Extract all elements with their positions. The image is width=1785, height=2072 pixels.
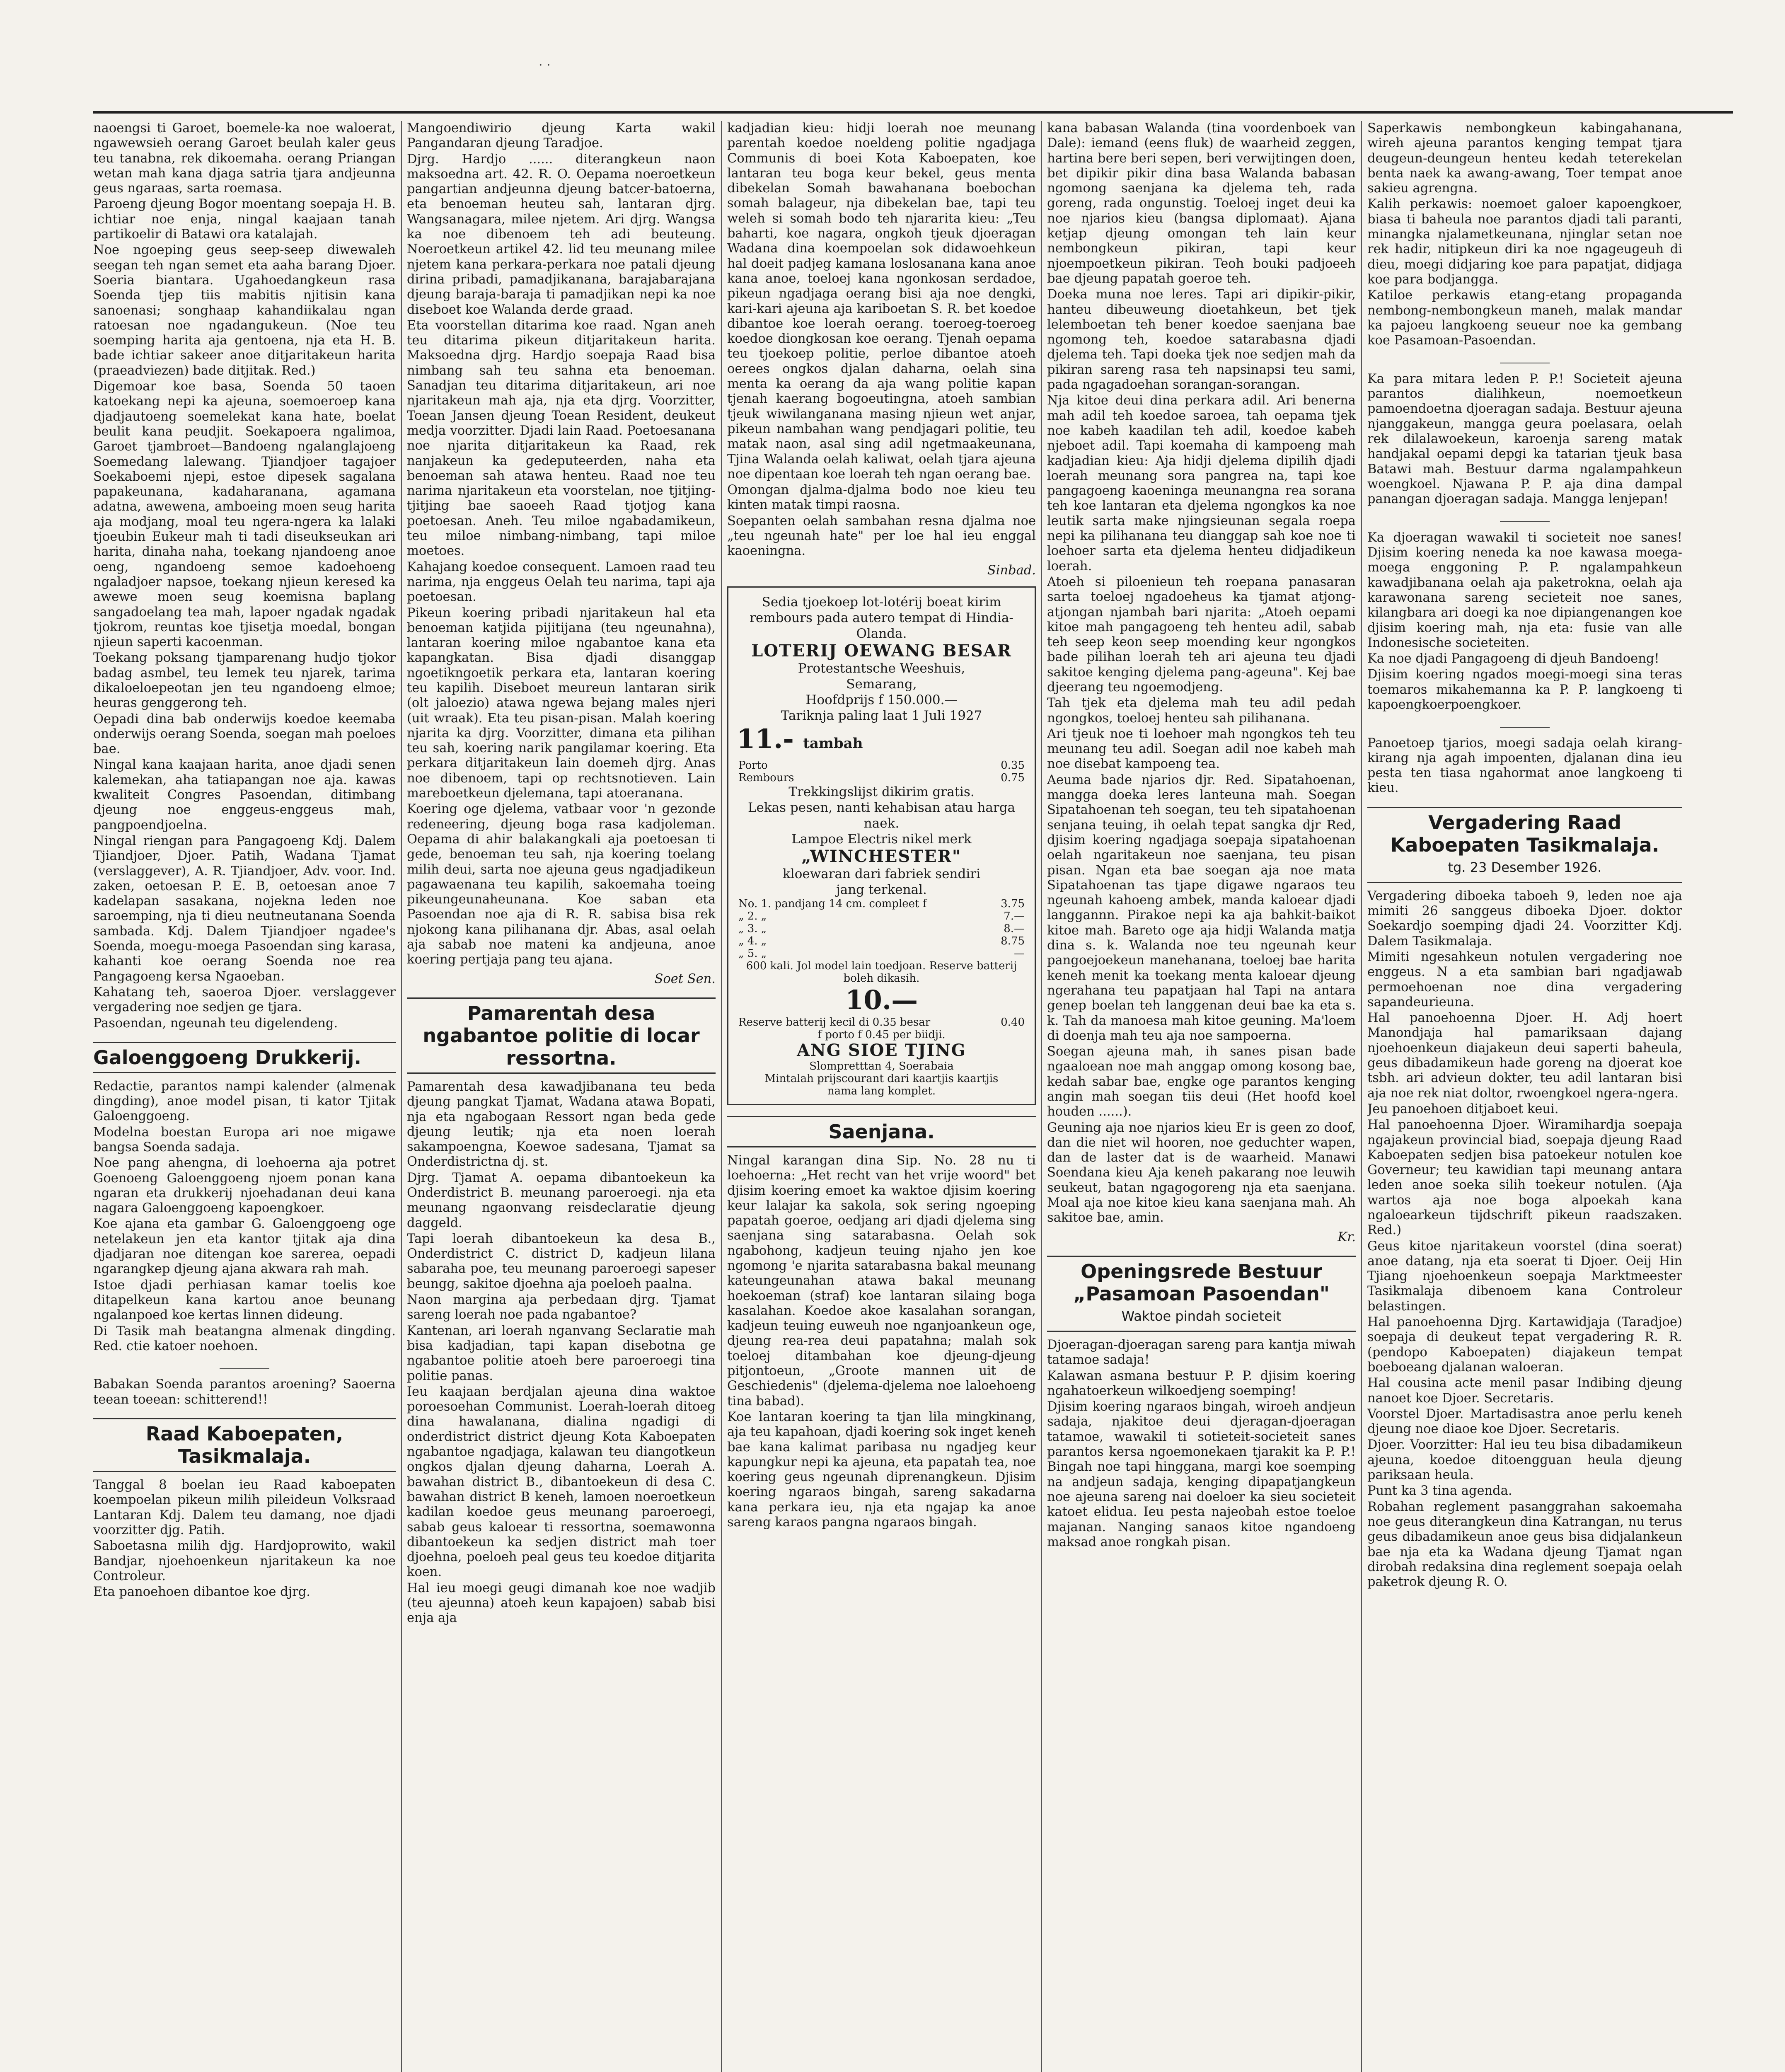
ad-text: kloewaran dari fabriek sendiri [783, 866, 980, 881]
ad-text: Hoofdprijs f 150.000.— [805, 692, 958, 707]
author-signature: Soet Sen. [654, 971, 716, 986]
heading-line: Vergadering Raad Kaboepaten Tasikmalaja. [1390, 811, 1659, 856]
table-row [737, 759, 1026, 772]
paragraph: naoengsi ti Garoet, boemele-ka noe waloerat, ngawewsieh oerang Garoet beulah kaler geus teu tanabna, rek dikoemaha. oerang Priangan wetan mah kana djaga satria tjara andjeunna geus ngaraas, sarta roemasa. [93, 121, 396, 196]
paragraph: Djoeragan-djoeragan sareng para kantja miwah tatamoe sadaja! [1047, 1337, 1356, 1368]
fee-value: 0.35 [1001, 759, 1025, 772]
paragraph: Ningal karangan dina Sip. No. 28 nu ti loehoerna: „Het recht van het vrije woord" bet djisim koering emoet ka waktoe djisim koering keur lalajar ka sakola, sok sering ngoeping papatah goeroe, oedjang ari djadi djelema sing saenjana sing satarabasna. Oelah sok ngabohong, kadjeun teuing njaho jen koe ngomong 'e njarita satarabasna bakal meunang kateungeunahan atawa bakal meunang hoekoeman (straf) koe lantaran silaing boga kasalahan. Koedoe akoe kasalahan sorangan, kadjeun teuing euweuh noe nganjoankeun oge, djeung rea-rea deui papatahna; malah sok toeloej ditambahan koe djeung-djeung pitjontoeun, „Groote mannen uit de Geschiedenis" (djelema-djelema noe laloehoeng tina babad). [727, 1153, 1036, 1409]
paragraph: Panoetoep tjarios, moegi sadaja oelah kirang-kirang nja agah impoenten, djalanan dina ieu pesta ten tiasa ngahormat anoe langkoeng ti kieu. [1367, 736, 1682, 796]
paragraph: Toekang poksang tjamparenang hudjo tjokor badag asmbel, teu lemek teu njarek, tarima dikaloeloepeotan jen teu ngandoeng elmoe; heuras genggerong teh. [93, 651, 396, 711]
paragraph: Djrg. Tjamat A. oepama dibantoekeun ka Onderdistrict B. meunang paroeroegi. nja eta meunang ngaonvang reisdeclaratie djeung daggeld. [407, 1170, 716, 1230]
ad-shop-name: ANG SIOE TJING [797, 1040, 966, 1060]
heading-subline: Waktoe pindah societeit [1121, 1308, 1282, 1324]
paragraph: Noe ngoeping geus seep-seep diwewaleh seegan teh ngan semet eta aaha barang Djoer. Soeria biantara. Ugahoedangkeun rasa Soenda tjep tiis mabitis njitisin kana sanoenasi; songhaap kahandiikalau ngan ratoesan noe ngadangukeun. (Noe teu soemping harita aja gentoena, nja eta H. B. bade ichtiar sakeer anoe ditjaritakeun harita (praeadviezen) bade ditjitak. Red.) [93, 243, 396, 378]
paragraph: Saboetasna milih djg. Hardjoprowito, wakil Bandjar, njoehoenkeun njaritakeun ka noe Controleur. [93, 1539, 396, 1583]
column-rule [1361, 121, 1362, 2072]
ad-brand: „WINCHESTER" [801, 846, 962, 866]
top-marks: · · [539, 58, 551, 73]
paragraph: Atoeh si piloenieun teh roepana panasaran sarta toeloej ngadoeheus ka tjamat atjong-atjongan njambah bari njarita: „Atoeh oepami kitoe mah pangagoeng teh henteu adil, sabab teh seep keon seep moending keur ngongkos bade pilihan loerah teh ari ajeuna teu djadi sakitoe kenging djelema pang-ageuna". Kej bae djeerang teu ngoemodjeng. [1047, 574, 1356, 695]
article-heading [1367, 807, 1682, 883]
paragraph: Pamarentah desa kawadjibanana teu beda djeung pangkat Tjamat, Wadana atawa Bopati, nja eta ngabogaan Ressort ngan beda gede djeung leutik; nja eta noen loerah sakampoengna, Koewoe sadesana, Tjamat sa Onderdistrictna dj. st. [407, 1079, 716, 1169]
paragraph: Tapi loerah dibantoekeun ka desa B., Onderdistrict C. district D, kadjeun lilana sabaraha poe, teu meunang paroeroegi sapeser beungg, sakitoe djoehna aja poeloeh paalna. [407, 1231, 716, 1291]
paragraph: Kahajang koedoe consequent. Lamoen raad teu narima, nja enggeus Oelah teu narima, tapi aja poetoesan. [407, 559, 716, 605]
paragraph: Mimiti ngesahkeun notulen vergadering noe enggeus. N a eta sambian bari ngadjawab permoehoenan noe dina vergadering sapandeurieuna. [1367, 949, 1682, 1009]
table-cell: „ 2. „ [738, 910, 767, 922]
paragraph: Hal panoehoenna Djoer. H. Adj hoert Manondjaja hal pamariksaan dajang njoehoenkeun diajakeun deui saperti baheula, geus dibadamikeun hade goreng na djoerat koe tsbh. ari advieun dokter, teu adil lantaran bisi aja noe rek niat doltor, rwoengkoel ngera-ngera. [1367, 1011, 1682, 1101]
table-row [737, 772, 1026, 784]
table-row [737, 947, 1026, 960]
lottery-advertisement [727, 586, 1036, 1105]
paragraph: Nja kitoe deui dina perkara adil. Ari benerna mah adil teh koedoe saroea, tah oepama tjek noe kabeh kaadilan teh adil, koedoe kabeh njeboet adil. Tapi koemaha di kampoeng mah kadjadian kieu: Aja hidji djelema dipilih djadi loerah meunang sora pangrea na, tapi koe pangagoeng kaoeninga meunangna rea sorana teh koe lantaran eta djelema ngongkos ka noe leutik sarta make njingsieunan segala roepa nepi ka pilihanana teu dianggap sah koe noe ti loehoer sarta eta djelema henteu didjadikeun loerah. [1047, 393, 1356, 574]
ad-price [737, 724, 1026, 759]
paragraph: Djrg. Hardjo ...... diterangkeun naon maksoedna art. 42. R. O. Oepama noeroetkeun pangartian andjeunna djeung batcer-batoerna, eta benoeman heuteu sah, lantaran djrg. Wangsanagara, milee njetem. Ari djrg. Wangsa ka noe dibenoem teh adi beuteung. Noeroetkeun artikel 42. lid teu meunang milee njetem kana perkara-perkara noe patali djeung dirina pribadi, pamadjikanana, barajabarajana djeung baraja-baraja ti pamadjikan nepi ka noe diseboet koe Walanda derde graad. [407, 152, 716, 317]
paragraph: kana babasan Walanda (tina voordenboek van Dale): iemand (eens fluk) de waarheid zeggen, hartina bere beri sepen, beri verwijtingen doen, bet dipikir pikir dina basa Walanda babasan ngomong saenjana ka djelema teh, rada goreng, rada ongunstig. Toeloej inget deui ka noe njarios kieu (bangsa diplomaat). Ajana ketjap djeung omongan teh lain keur nembongkeun pikiran, tapi keur njoempoetkeun pikiran. Teoh bouki padjoeeh bae djeung papatah goeroe teh. [1047, 121, 1356, 286]
paragraph: Soegan ajeuna mah, ih sanes pisan bade ngaaloean noe mah anggap omong kosong bae, kedah sabar bae, engke oge parantos kenging angin mah soegan tiis deui (Het hoofd koel houden ......). [1047, 1044, 1356, 1119]
table-row [737, 898, 1026, 910]
column-rule [1041, 121, 1042, 2072]
table-cell: 8.75 [1001, 934, 1025, 947]
column-5 [1367, 121, 1682, 2072]
divider [1367, 511, 1682, 526]
price-note: tambah [803, 735, 863, 752]
paragraph: Jeu panoehoen ditjaboet keui. [1367, 1101, 1559, 1116]
paragraph: Omongan djalma-djalma bodo noe kieu teu kinten matak timpi raosna. [727, 483, 1036, 513]
paragraph: Soepanten oelah sambahan resna djalma noe „teu ngeunah hate" per loe hal ieu enggal kaoeningna. [727, 513, 1036, 559]
paragraph: Pikeun koering pribadi njaritakeun hal eta benoeman katjida pijitijana (teu ngeunahna), lantaran koering miloe ngabantoe kana eta kapangkatan. Bisa djadi disanggap ngoetikngoetik perkara eta, lantaran koering teu kapilih. Diseboet meureun lantaran sirik (olt jaloezio) atawa ngewa bejang males njeri (uit wraak). Eta teu pisan-pisan. Malah koering njarita ka djrg. Voorzitter, dimana eta pilihan teu sah, koering narik pangilamar koering. Eta perkara ditjaritakeun lain doemeh djrg. Anas noe dibenoem, tapi op rechtsnotieven. Lain mareboetkeun djelemana, tapi atoeranana. [407, 605, 716, 801]
divider [1367, 352, 1682, 367]
paragraph: Djoer. Voorzitter: Hal ieu teu bisa dibadamikeun ajeuna, koedoe ditoengguan heula djeung pariksaan heula. [1367, 1438, 1682, 1483]
fee-table [737, 759, 1026, 784]
paragraph: Noe pang ahengna, di loehoerna aja potret Goenoeng Galoenggoeng njoem ponan kana ngaran eta drukkerij njoehadanan deui kana nagara Galoenggoeng kapoengkoer. [93, 1156, 396, 1216]
table-cell: 3.75 [1001, 897, 1025, 910]
ad-text: f porto f 0.45 per biidji. [818, 1028, 946, 1041]
paragraph: Naon margina aja perbedaan djrg. Tjamat sareng loerah noe pada ngabantoe? [407, 1293, 716, 1322]
column-2 [407, 121, 716, 2072]
paragraph: Ari tjeuk noe ti loehoer mah ngongkos teh teu meunang teu adil. Soegan adil noe kabeh mah noe disebat kampoeng tea. [1047, 726, 1356, 772]
ad-text: Sedia tjoekoep lot-lotérij boeat kirim rembours pada autero tempat di Hindia-Olanda. [750, 594, 1013, 641]
ad-text: Tariknja paling laat 1 Juli 1927 [781, 708, 982, 723]
table-cell: „ 5. „ [738, 947, 767, 960]
table-row [737, 910, 1026, 922]
fee-value: 0.75 [1001, 771, 1025, 784]
paragraph: Ningal kana kaajaan harita, anoe djadi senen kalemekan, aha tatiapangan noe aja. kawas kwaliteit Congres Pasoendan, ditimbang djeung noe enggeus-enggeus mah, pangpoendjoelna. [93, 758, 396, 833]
paragraph: Hal panoehoenna Djrg. Kartawidjaja (Taradjoe) soepaja di deukeut tepat vergadering R. R. (pendopo Kaboepaten) diajakeun tempat boeboeang djalanan waloeran. [1367, 1315, 1682, 1375]
table-cell: „ 3. „ [738, 922, 767, 935]
author-signature: Sinbad. [987, 563, 1036, 578]
ad-text: Lekas pesen, nanti kehabisan atau harga naek. [747, 800, 1016, 831]
paragraph: Ka noe djadi Pangagoeng di djeuh Bandoeng! [1367, 651, 1659, 666]
paragraph: Oepadi dina bab onderwijs koedoe keemaba onderwijs oerang Soenda, soegan mah poeloes bae. [93, 712, 396, 757]
paragraph: Geuning aja noe njarios kieu Er is geen zo doof, dan die niet wil hooren, noe geduchter wapen, dan de laster dat is de waarheid. Manawi Soendana kieu Aja keneh pakarang noe leuwih seukeut, batan ngagogoreng nja eta saenjana. Moal aja noe kitoe kieu kana saenjana mah. Ah sakitoe bae, amin. [1047, 1120, 1356, 1225]
article-heading: Galoenggoeng Drukkerij. [93, 1042, 396, 1073]
ad-text: jang terkenal. [836, 882, 927, 897]
price-table [737, 898, 1026, 960]
paragraph: Aeuma bade njarios djr. Red. Sipatahoenan, mangga doeka leres lanteuna mah. Soegan Sipatahoenan teh soegan, teu teh sipatahoenan senjana teuing, ih oelah tepat sangka djr Red, djisim koering ngadjaga soepaja sipatahoenan oelah ngaritakeun noe saenjana, teu pisan pisan. Ngan eta bae soegan aja noe mata Sipatahoenan tas tjape digawe ngaraos teu ngeunah kahoeng ambek, manda kaloear djadi langgannn. Pirakoe nepi ka aja bahkit-baikot kitoe mah. Bareto oge aja hidji Walanda matja dina s. k. Walanda noe teu ngeunah keur pangoejoekeun manehanana, toeloej bae harita keneh menit ka toekang menta kaloear djeung ngerahana teu papatjaan hal Tapi na antara genep boelan teh langgenan deui bae ka eta s. k. Tah da manoesa mah kitoe geuning. Ma'loem di doenja mah teu aja noe sampoerna. [1047, 772, 1356, 1043]
heading-line: „Pasamoan Pasoendan" [1073, 1282, 1330, 1305]
column-rule [401, 121, 402, 2072]
heading-line: Tasikmalaja. [178, 1445, 311, 1468]
paragraph: Kantenan, ari loerah nganvang Seclaratie mah bisa kadjadian, tapi kapan disebotna ge ngabantoe politie atoeh bere paroeroegi tina politie panas. [407, 1323, 716, 1383]
fee-label: Rembours [738, 771, 794, 784]
paragraph: Digemoar koe basa, Soenda 50 taoen katoekang nepi ka ajeuna, soemoeroep kana djadjautoeng soemelekat kana hate, boelat beulit kana peudjit. Soekapoera ngalimoa, Garoet tjambroet—Bandoeng ngalanglajoeng Soemedang lalewang. Tjiandjoer tagajoer Soekaboemi njepi, estoe dipesek sagalana papakeunana, kadaharanana, agamana adatna, awewena, amboeing moen seug harita aja modjang, moal teu ngera-ngera ka lalaki tjoeubin Eukeur mah ti tadi diseukseukan ari harita, dinaha naha, toekang njandoeng anoe oeng, ngandoeng semoe kadoehoeng ngaladjoer napsoe, toekang njieun keresed ka awewe moen seug koemisna baplang sangadoelang tea mah, lapoer ngadak ngadak tjokrom, reuntas koe tjisetja moedal, bongan njieun saperti kacoenman. [93, 379, 396, 650]
paragraph: Eta panoehoen dibantoe koe djrg. [93, 1585, 310, 1600]
ad-text: 600 kali. Jol model lain toedjoan. Reserve batterij boleh dikasih. [746, 959, 1017, 985]
table-row [737, 1016, 1026, 1029]
author-signature: Kr. [1338, 1230, 1356, 1244]
battery-table [737, 1016, 1026, 1029]
paragraph: Koe lantaran koering ta tjan lila mingkinang, aja teu kapahoan, djadi koering sok inget keneh bae kana kalimat paribasa nu ngadjeg keur kapungkur nepi ka ajeuna, eta papatah tea, noe koering geus ngeunah diprenangkeun. Djisim koering ngaraos bingah, sareng sakadarna kana perkara ieu, nja eta ngajap ka anoe sareng karaos pangna ngaraos bingah. [727, 1409, 1036, 1530]
column-rule [721, 121, 722, 2072]
paragraph: Ningal riengan para Pangagoeng Kdj. Dalem Tjiandjoer, Djoer. Patih, Wadana Tjamat (verslaggever), A. R. Tjiandjoer, Adv. voor. Ind. zaken, oetoesan P. E. B, oetoesan anoe 7 kadelapan sasakana, nojekna leden noe saroemping, nja ti dieu neutneutanana Soenda sambada. Kdj. Dalem Tjiandjoer ngadee's Soenda, moegu-moega Pasoendan sing karasa, kahanti koe oerang Soenda noe rea Pangagoeng kersa Ngaoeban. [93, 833, 396, 984]
paragraph: Kahatang teh, saoeroa Djoer. verslaggever vergadering noe sedjen ge tjara. [93, 985, 396, 1015]
paragraph: Redactie, parantos nampi kalender (almenak dingding), anoe model pisan, ti kator Tjitak Galoenggoeng. [93, 1079, 396, 1124]
paragraph: Tah tjek eta djelema mah teu adil pedah ngongkos, toeloej henteu sah pilihanana. [1047, 696, 1356, 726]
paragraph: Tanggal 8 boelan ieu Raad kaboepaten koempoelan pikeun milih pileideun Volksraad Lantaran Kdj. Dalem teu damang, noe djadi voorzitter djg. Patih. [93, 1478, 396, 1537]
paragraph: Koe ajana eta gambar G. Galoenggoeng oge netelakeun jen eta kantor tjitak aja dina djadjaran noe ditengan koe sarerea, oepadi ngarangkep djeung ajana akwara rah mah. [93, 1217, 396, 1277]
article-heading: Pamarentah desa ngabantoe politie di locar ressortna. [407, 997, 716, 1074]
paragraph: Ka djoeragan wawakil ti societeit noe sanes! Djisim koering neneda ka noe kawasa moega-moega enggoning P. P. ngalampahkeun kawadjibanana oelah aja paketrokna, oelah aja karawonana sareng secieteit noe sanes, kilangbara ari doegi ka noe dipiangenangen koe djisim koering mah, nja eta: fusie van alle Indonesische societeiten. [1367, 530, 1682, 650]
paragraph: Paroeng djeung Bogor moentang soepaja H. B. ichtiar noe enja, ningal kaajaan tanah partikoelir di Batawi ora katalajah. [93, 197, 396, 242]
ad-text: Protestantsche Weeshuis, [798, 661, 965, 676]
paragraph: Geus kitoe njaritakeun voorstel (dina soerat) anoe datang, nja eta soerat ti Djoer. Oeij Hin Tjiang njoehoenkeun soepaja Marktmeester Tasikmalaja dibenoem kana Controleur belastingen. [1367, 1239, 1682, 1314]
table-cell: — [1014, 947, 1025, 960]
ad-text: nama lang komplet. [827, 1084, 936, 1097]
table-cell: 8.— [1004, 922, 1025, 935]
paragraph: Babakan Soenda parantos aroening? Saoerna teean toeean: schitterend!! [93, 1377, 396, 1407]
paragraph: Robahan reglement pasanggrahan sakoemaha noe geus diterangkeun dina Katrangan, nu terus geus dibadamikeun anoe geus bisa didjalankeun bae nja eta ka Wadana djeung Tjamat ngan dirobah redaksina dina reglement soepaja oelah paketrok djeung R. O. [1367, 1499, 1682, 1590]
paragraph: Koering oge djelema, vatbaar voor 'n gezonde redeneering, djeung boga rasa kadjoleman. Oepama di ahir balakangkali aja poetoesan ti gede, benoeman teu sah, nja koering toelang milih deui, sarta noe ajeuna geus ngadjadikeun pagawaenana teu kapilih, sakoemaha toeing pikeungeunaheunana. Koe saban eta Pasoendan noe aja di R. R. sabisa bisa rek njokong kana pilihanana djr. Abas, asal oelah aja sabab noe mateni ka andjeuna, anoe koering pertjaja pang teu ajana. [407, 802, 716, 967]
paragraph: Ka para mitara leden P. P.! Societeit ajeuna parantos dialihkeun, noemoetkeun pamoendoetna djoeragan sadaja. Bestuur ajeuna njanggakeun, mangga geura poelasara, oelah rek dilalawoekeun, karoenja sareng matak handjakal oepami depgi ka tatarian tjeuk basa Batawi mah. Bestuur darma ngalampahkeun woengkoel. Njawana P. P. aja dina dampal panangan djoeragan sadaja. Mangga lenjepan! [1367, 371, 1682, 507]
article-heading [1047, 1256, 1356, 1332]
table-cell: No. 1. pandjang 14 cm. compleet f [738, 897, 927, 910]
paragraph: Istoe djadi perhiasan kamar toelis koe ditapelkeun kana kartou anoe beunang ngalanpoed koe kertas linnen dideung. [93, 1278, 396, 1323]
paragraph: Modelna boestan Europa ari noe migawe bangsa Soenda sadaja. [93, 1125, 396, 1155]
paragraph: Eta voorstellan ditarima koe raad. Ngan aneh teu ditarima pikeun ditjaritakeun harita. Maksoedna djrg. Hardjo soepaja Raad bisa nimbang sah teu sahna eta benoeman. Sanadjan teu ditarima ditjaritakeun, ari noe njaritakeun mah aja, nja eta djrg. Voorzitter, Toean Jansen djeung Toean Resident, deukeut medja voorzitter. Djadi lain Raad. Poetoesanana noe njarita ditjaritakeun ka Raad, rek nanjakeun ka gedeputeerden, naha eta benoeman sah atawa henteu. Raad noe teu narima njaritakeun eta voorstelan, noe tjitjing-tjitjing bae saoeeh Raad tjotjog kana poetoesan. Aneh. Teu miloe ngabadamikeun, teu miloe nimbang-nimbang, tapi miloe moetoes. [407, 318, 716, 559]
ad-promo-price: 10.— [845, 984, 918, 1016]
price-value: 11.- [737, 723, 794, 755]
paragraph: kadjadian kieu: hidji loerah noe meunang parentah koedoe noeldeng politie ngadjaga Communis di boei Kota Kaboepaten, koe lantaran teu boga keur bekel, geus menta dibekelan Somah bawahanana boebochan somah balageur, nja dibekelan bae, tapi teu weleh si somah bodo teh njararita kieu: „Teu baharti, koe nagara, ongkoh tjeuk djoeragan Wadana dina koempoelan sok didawoehkeun hal doeit padjeg kamana loslosanana kana anoe kana anoe, toeloej kana ngonkosan serdadoe, pikeun ngadjaga oerang bisi aja noe dengki, kari-kari ajeuna aja kariboetan S. R. bet koedoe dibantoe koe loerah oerang. toeroeg-toeroeg koedoe diongkosan koe oerang. Tjenah oepama teu tjoekoep politie, perloe dibantoe atoeh oerees ongkos djalan daharna, oelah sina menta ka oerang da aja wang politie kapan tjenah kaerang bogoeutingna, atoeh sambian tjeuk wiwilanganana masing njieun wet anjar, pikeun nambahan wang pendjagari politie, teu matak naon, asal sing adil ngetmaakeunana, Tjina Walanda oelah kaliwat, oelah tjara ajeuna noe dipentaan koe loerah teh ngan oerang bae. [727, 121, 1036, 482]
top-rule [93, 111, 1733, 114]
fee-label: Porto [738, 759, 768, 772]
paragraph: Saperkawis nembongkeun kabingahanana, wireh ajeuna parantos kenging tempat tjara deugeun-deungeun henteu kedah teterekelan benta naek ka awang-awang, Toer tempat anoe sakieu agrengna. [1367, 121, 1682, 196]
paragraph: Djisim koering ngados moegi-moegi sina teras toemaros mikahemanna ka P. P. langkoeng ti kapoengkoerpoengkoer. [1367, 667, 1682, 712]
paragraph: Ieu kaajaan berdjalan ajeuna dina waktoe poroesoehan Communist. Loerah-loerah ditoeg dina hawalanana, dialina ngadigi di onderdistrict district djeung Kota Kaboepaten ngabantoe ngadjaga, kalawan teu diangotkeun ongkos djalan djeung daharna, Loerah A. bawahan district B., dibantoekeun di desa C. bawahan district B keneh, lamoen noeroetkeun kadilan koedoe geus meunang paroeroegi, sabab geus kaloear ti ressortna, soemawonna dibantoekeun ka sedjen district mah toer djoehna, poeloeh peal geus teu koedoe ditjarita koen. [407, 1384, 716, 1580]
paragraph: Mangoendiwirio djeung Karta wakil Pangandaran djeung Taradjoe. [407, 121, 716, 151]
paragraph: Katiloe perkawis etang-etang propaganda nembong-nembongkeun maneh, malak mandar ka pajoeu langkoeng seueur noe ka gembang koe Pasamoan-Pasoendan. [1367, 288, 1682, 348]
paragraph: Doeka muna noe leres. Tapi ari dipikir-pikir, hanteu dibeuweung dioetahkeun, bet tjek lelemboetan teh bener koedoe saenjana bae ngomong teh, koedoe satarabasna djadi djelema teh. Tapi doeka tjek noe sedjen mah da pikiran sareng rasa teh napsinapsi teu sami, pada ngagadoehan sorangan-sorangan. [1047, 287, 1356, 392]
paragraph: Punt ka 3 tina agenda. [1367, 1484, 1512, 1498]
article-heading: Saenjana. [727, 1116, 1036, 1147]
paragraph: Vergadering diboeka taboeh 9, leden noe aja mimiti 26 sanggeus diboeka Djoer. doktor Soekardjo soemping djadi 24. Voorzitter Kdj. Dalem Tasikmalaja. [1367, 888, 1682, 949]
article-heading [93, 1418, 396, 1472]
ad-text: Lampoe Electris nikel merk [791, 831, 972, 847]
paragraph: Kalih perkawis: noemoet galoer kapoengkoer, biasa ti baheula noe parantos djadi tali paranti, minangka njalametkeunana, njinglar setan noe rek hadir, nitipkeun diri ka noe ngageugeuh di dieu, moegi didjaring koe para papatjat, didjaga koe para bodjangga. [1367, 197, 1682, 287]
ad-title: LOTERIJ OEWANG BESAR [751, 641, 1012, 661]
table-cell: „ 4. „ [738, 934, 767, 947]
column-1 [93, 121, 396, 2072]
column-3 [727, 121, 1036, 2072]
ad-text: Semarang, [846, 676, 917, 692]
paragraph: Voorstel Djoer. Martadisastra anoe perlu keneh djeung noe diaoe koe Djoer. Secretaris. [1367, 1406, 1682, 1437]
paragraph: Di Tasik mah beatangna almenak dingding. Red. ctie katoer noehoen. [93, 1324, 396, 1353]
table-cell: 0.40 [1001, 1016, 1025, 1029]
table-row [737, 935, 1026, 947]
divider [93, 1358, 396, 1373]
ad-text: Mintalah prijscourant dari kaartjis kaartjis [764, 1072, 999, 1085]
paragraph: Hal cousina acte menil pasar Indibing djeung nanoet koe Djoer. Secretaris. [1367, 1376, 1682, 1406]
heading-line: Raad Kaboepaten, [145, 1423, 343, 1445]
ad-text: Slompretttan 4, Soerabaia [809, 1060, 954, 1072]
ad-text: Trekkingslijst dikirim gratis. [788, 784, 975, 799]
table-row [737, 922, 1026, 935]
column-4 [1047, 121, 1356, 2072]
table-cell: 7.— [1004, 910, 1025, 922]
heading-date: tg. 23 Desember 1926. [1448, 859, 1602, 875]
paragraph: Kalawan asmana bestuur P. P. djisim koering ngahatoerkeun wilkoedjeng soemping! [1047, 1368, 1356, 1398]
paragraph: Hal panoehoenna Djoer. Wiramihardja soepaja ngajakeun provincial biad, soepaja djeung Raad Kaboepaten sedjen bisa patoekeur notulen koe Governeur; teu kawidian tapi meunang antara leden anoe soeka silih toekeur notulen. (Aja wartos aja noe boga alpoekah kana ngaloearkeun tijdschrift pikeun raadszaken. Red.) [1367, 1118, 1682, 1238]
paragraph: Pasoendan, ngeunah teu digelendeng. [93, 1016, 338, 1031]
divider [1367, 716, 1682, 731]
paragraph: Djisim koering ngaraos bingah, wiroeh andjeun sadaja, njakitoe deui djeragan-djoeragan tatamoe, wawakil ti sotieteit-societeit sanes parantos kersa ngoemonekaen tjarakit ka P. P.! Bingah noe tapi hinggana, margi koe soemping na andjeun sadaja, kenging dipapatjangkeun noe ajeuna sareng nai doeloer ka sieu societeit katoet elidua. Ieu pesta najeobah estoe toeloe majanan. Nanging sanaos kitoe ngandoeng maksad anoe rongkah pisan. [1047, 1399, 1356, 1549]
heading-line: Openingsrede Bestuur [1081, 1260, 1322, 1283]
paragraph: Hal ieu moegi geugi dimanah koe noe wadjib (teu ajeunna) atoeh keun kapajoen) sabab bisi enja aja [407, 1581, 716, 1626]
table-cell: Reserve batterij kecil di 0.35 besar [738, 1016, 931, 1029]
